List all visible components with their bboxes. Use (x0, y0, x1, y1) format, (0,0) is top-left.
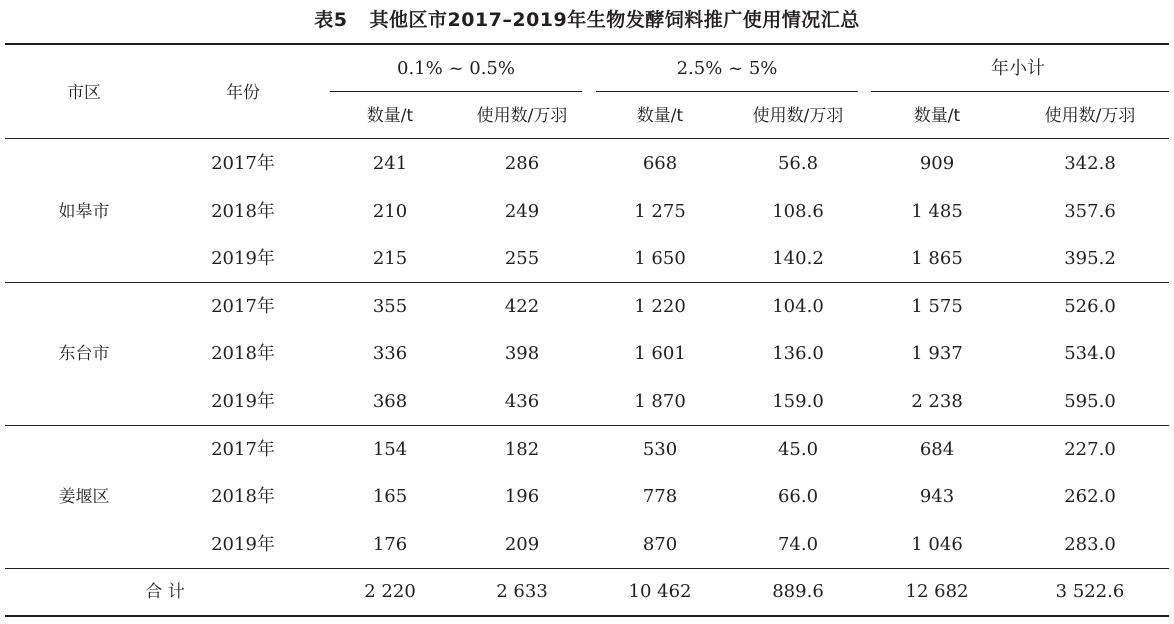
total-cell: 889.6 (772, 581, 824, 602)
city-label: 如皋市 (58, 201, 110, 222)
table-cell: 176 (372, 533, 408, 555)
year-cell: 2017年 (211, 438, 275, 460)
total-cell: 3 522.6 (1055, 581, 1125, 602)
table-cell: 1 650 (634, 248, 686, 270)
table-cell: 209 (504, 533, 540, 555)
bottom-rule (5, 615, 1169, 617)
table-cell: 66.0 (777, 486, 819, 508)
table-cell: 108.6 (772, 200, 824, 222)
year-cell: 2018年 (211, 343, 275, 365)
table-cell: 196 (504, 486, 540, 508)
table-cell: 422 (504, 295, 540, 317)
table-cell: 159.0 (772, 391, 824, 412)
table-caption (0, 6, 1174, 34)
table-cell: 227.0 (1064, 438, 1116, 460)
group-underline-2 (596, 91, 858, 92)
year-cell: 2019年 (211, 533, 275, 555)
table-cell: 165 (372, 486, 408, 508)
table-cell: 530 (642, 438, 678, 460)
header-year: 年份 (226, 83, 260, 103)
year-cell: 2019年 (211, 391, 275, 412)
total-cell: 10 462 (628, 581, 692, 602)
table-cell: 1 275 (634, 200, 686, 222)
table-cell: 286 (504, 153, 540, 174)
table-cell: 526.0 (1064, 295, 1116, 317)
header-sub-use: 使用数/万羽 (476, 106, 568, 126)
table-cell: 595.0 (1064, 391, 1116, 412)
table-cell: 436 (504, 391, 540, 412)
header-sub-use: 使用数/万羽 (1044, 106, 1136, 126)
year-cell: 2017年 (211, 295, 275, 317)
table-cell: 778 (642, 486, 678, 508)
year-cell: 2018年 (211, 200, 275, 222)
table-cell: 1 046 (911, 533, 963, 555)
total-cell: 2 633 (496, 581, 548, 602)
table-cell: 45.0 (777, 438, 819, 460)
table-cell: 336 (372, 343, 408, 365)
table-cell: 534.0 (1064, 343, 1116, 365)
table-cell: 342.8 (1064, 153, 1116, 174)
header-sub-qty: 数量/t (636, 106, 684, 126)
table-cell: 355 (372, 295, 408, 317)
header-group: 年小计 (991, 58, 1045, 79)
table-cell: 255 (504, 248, 540, 270)
header-sub-use: 使用数/万羽 (752, 106, 844, 126)
city-label: 姜堰区 (58, 487, 110, 508)
table-cell: 104.0 (772, 295, 824, 317)
total-cell: 12 682 (905, 581, 969, 602)
top-rule (5, 43, 1169, 45)
table-cell: 870 (642, 533, 678, 555)
group-underline-3 (871, 91, 1169, 92)
table-cell: 1 870 (634, 391, 686, 412)
table-cell: 182 (504, 438, 540, 460)
table-cell: 1 601 (634, 343, 686, 365)
city-label: 东台市 (58, 344, 110, 365)
table-cell: 215 (372, 248, 408, 270)
table-cell: 943 (919, 486, 955, 508)
header-sub-qty: 数量/t (366, 106, 414, 126)
table-cell: 249 (504, 200, 540, 222)
table-cell: 154 (372, 438, 408, 460)
header-bottom-rule (5, 138, 1169, 139)
year-cell: 2017年 (211, 153, 275, 174)
table-cell: 74.0 (777, 533, 819, 555)
total-cell: 2 220 (364, 581, 416, 602)
block-divider-1 (5, 282, 1169, 283)
table-cell: 668 (642, 153, 678, 174)
table-cell: 684 (919, 438, 955, 460)
group-underline-1 (330, 91, 582, 92)
block-divider-2 (5, 425, 1169, 426)
table-cell: 909 (919, 153, 955, 174)
table-cell: 398 (504, 343, 540, 365)
table-cell: 210 (372, 200, 408, 222)
table-cell: 262.0 (1064, 486, 1116, 508)
table-cell: 56.8 (777, 153, 819, 174)
table-cell: 357.6 (1064, 200, 1116, 222)
year-cell: 2019年 (211, 248, 275, 270)
header-city: 市区 (67, 83, 101, 103)
table-cell: 395.2 (1064, 248, 1116, 270)
table-cell: 1 485 (911, 200, 963, 222)
table-cell: 140.2 (772, 248, 824, 270)
total-label: 合 计 (145, 582, 185, 602)
table-cell: 2 238 (911, 391, 963, 412)
total-divider (5, 568, 1169, 569)
year-cell: 2018年 (211, 486, 275, 508)
table-cell: 1 865 (911, 248, 963, 270)
table-number: 表5 (314, 9, 348, 31)
table-cell: 283.0 (1064, 533, 1116, 555)
table-title: 其他区市2017–2019年生物发酵饲料推广使用情况汇总 (369, 9, 860, 31)
header-group: 2.5% ~ 5% (676, 58, 778, 79)
table-cell: 1 575 (911, 295, 963, 317)
table-cell: 136.0 (772, 343, 824, 365)
table-cell: 241 (372, 153, 408, 174)
table-cell: 1 220 (634, 295, 686, 317)
table-cell: 1 937 (911, 343, 963, 365)
table-cell: 368 (372, 391, 408, 412)
header-group: 0.1% ~ 0.5% (397, 58, 515, 79)
header-sub-qty: 数量/t (913, 106, 961, 126)
